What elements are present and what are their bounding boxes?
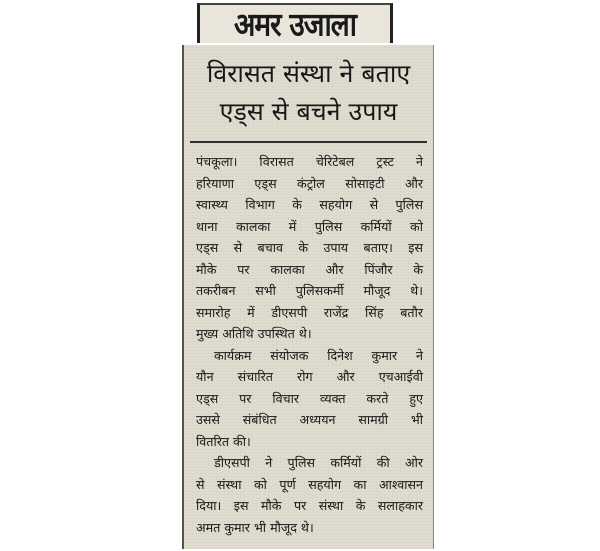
newspaper-name: अमर उजाला (234, 5, 356, 44)
text-line: समारोह में डीएसपी राजेंद्र सिंह बतौर (196, 304, 423, 320)
text-line: यौन संचारित रोग और एचआईवी (196, 369, 423, 384)
headline-line: विरासत संस्था ने बताए (206, 59, 411, 88)
article-body (196, 151, 423, 538)
text-line: स्वास्थ्य विभाग के सहयोग से पुलिस (196, 197, 423, 212)
text-line: मौके पर कालका और पिंजौर के (196, 261, 423, 277)
text-line: वितरित की। (196, 433, 251, 449)
article-paragraph (196, 345, 423, 453)
article-headline (192, 55, 425, 131)
article-paragraph (196, 151, 423, 345)
text-line: मुख्य अतिथि उपस्थित थे। (196, 326, 312, 341)
text-line: उससे संबंधित अध्ययन सामग्री भी (196, 412, 423, 427)
newspaper-masthead (197, 3, 393, 43)
headline-line: एड्स से बचने उपाय (219, 97, 398, 126)
text-line: पंचकूला। विरासत चेरिटेबल ट्रस्ट ने (196, 154, 423, 169)
text-line: थाना कालका में पुलिस कर्मियों को (196, 218, 423, 234)
text-line: एड्स से बचाव के उपाय बताए। इस (196, 240, 423, 255)
newspaper-clipping (182, 45, 434, 549)
text-line: दिया। इस मौके पर संस्था के सलाहकार (196, 498, 423, 513)
article-paragraph (196, 452, 423, 538)
text-line: हरियाणा एड्स कंट्रोल सोसाइटी और (196, 175, 423, 191)
headline-divider (190, 141, 427, 143)
text-line: अमत कुमार भी मौजूद थे। (196, 519, 314, 535)
text-line: कार्यक्रम संयोजक दिनेश कुमार ने (214, 347, 423, 363)
text-line: से संस्था को पूर्ण सहयोग का आश्वासन (196, 476, 423, 492)
text-line: एड्स पर विचार व्यक्त करते हुए (196, 390, 423, 406)
text-line: तकरीबन सभी पुलिसकर्मी मौजूद थे। (196, 283, 423, 298)
text-line: डीएसपी ने पुलिस कर्मियों की ओर (214, 455, 423, 470)
